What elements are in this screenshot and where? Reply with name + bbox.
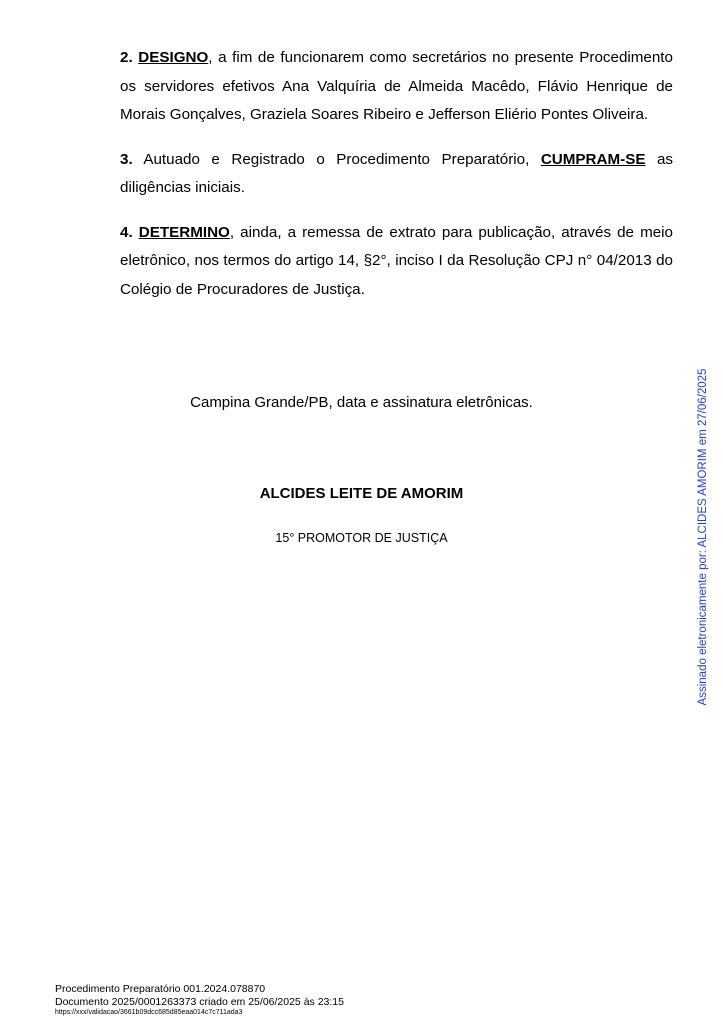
paragraph-text: , a fim de funcionarem como secretários no presente Procedimento os servidores efetivos Ana Valquíria de Almeida Macêdo, Flávio Henrique de Morais Gonçalves, Graziela Soares Ribeiro e Jefferson Eliério Pontes Oliveira. xyxy=(120,49,673,123)
document-footer xyxy=(55,983,655,1018)
paragraph-2 xyxy=(120,44,673,130)
document-body xyxy=(120,44,673,320)
paragraph-text: , ainda, a remessa de extrato para publicação, através de meio eletrônico, nos termos do artigo 14, §2°, inciso I da Resolução CPJ n° 04/2013 do Colégio de Procuradores de Justiça. xyxy=(120,223,673,298)
electronic-signature-stamp xyxy=(693,368,713,706)
footer-validation-url: https://xxx/validacao/3661b09dcc685d85eaa014c7c711ada3 xyxy=(55,1009,243,1016)
paragraph-3 xyxy=(120,146,673,203)
closing-line: Campina Grande/PB, data e assinatura eletrônicas. xyxy=(190,394,533,411)
paragraph-4 xyxy=(120,219,673,305)
paragraph-number: 4. xyxy=(120,223,133,241)
keyword-determino: DETERMINO xyxy=(138,223,230,241)
electronic-signature-text: Assinado eletronicamente por: ALCIDES AMORIM em 27/06/2025 xyxy=(697,368,709,706)
signatory-role: 15° PROMOTOR DE JUSTIÇA xyxy=(275,531,448,545)
paragraph-number: 3. xyxy=(120,150,133,168)
signatory-name: ALCIDES LEITE DE AMORIM xyxy=(259,485,464,502)
paragraph-number: 2. xyxy=(120,49,133,66)
keyword-designo: DESIGNO xyxy=(138,49,209,66)
paragraph-text-after: as diligências iniciais. xyxy=(120,150,674,196)
paragraph-text-before: Autuado e Registrado o Procedimento Preparatório, xyxy=(132,150,541,168)
keyword-cumpram-se: CUMPRAM-SE xyxy=(540,150,646,168)
footer-procedure: Procedimento Preparatório 001.2024.078870 xyxy=(55,983,266,995)
footer-document-info: Documento 2025/0001263373 criado em 25/06/2025 às 23:15 xyxy=(55,995,344,1008)
